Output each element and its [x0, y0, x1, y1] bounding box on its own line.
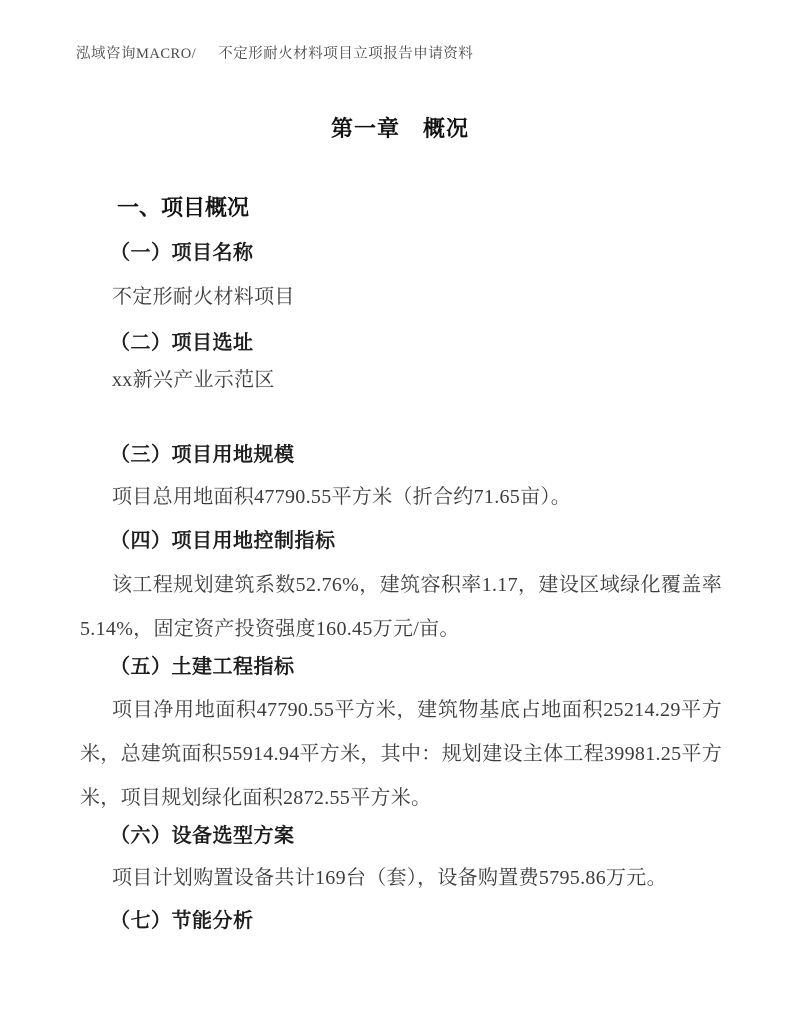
subsection-heading-civil-engineering-index: （五）土建工程指标	[110, 656, 295, 678]
section-heading-project-overview: 一、项目概况	[117, 195, 250, 220]
subsection-heading-land-scale: （三）项目用地规模	[110, 444, 295, 466]
page-header	[76, 44, 473, 64]
subsection-body-equipment-selection: 项目计划购置设备共计169台（套），设备购置费5795.86万元。	[112, 867, 667, 889]
chapter-title: 第一章 概况	[330, 116, 469, 141]
subsection-body-land-control-index: 该工程规划建筑系数52.76%，建筑容积率1.17，建设区域绿化覆盖率5.14%，固定资产投资强度160.45万元/亩。	[80, 574, 722, 640]
subsection-heading-energy-saving-analysis: （七）节能分析	[110, 910, 254, 932]
subsection-body-project-site: xx新兴产业示范区	[112, 369, 275, 391]
subsection-body-project-name: 不定形耐火材料项目	[112, 286, 295, 308]
subsection-heading-land-control-index: （四）项目用地控制指标	[110, 530, 336, 552]
subsection-heading-project-name: （一）项目名称	[110, 242, 254, 264]
subsection-body-land-scale: 项目总用地面积47790.55平方米（折合约71.65亩）。	[112, 486, 571, 508]
subsection-heading-equipment-selection: （六）设备选型方案	[110, 825, 295, 847]
header-brand: 泓域咨询MACRO/	[76, 46, 197, 62]
subsection-heading-project-site: （二）项目选址	[110, 332, 254, 354]
header-doc-title: 不定形耐火材料项目立项报告申请资料	[218, 46, 474, 62]
subsection-body-civil-engineering-index: 项目净用地面积47790.55平方米，建筑物基底占地面积25214.29平方米，总建筑面积55914.94平方米，其中：规划建设主体工程39981.25平方米，项目规划绿化面积2872.55平方米。	[80, 699, 722, 809]
